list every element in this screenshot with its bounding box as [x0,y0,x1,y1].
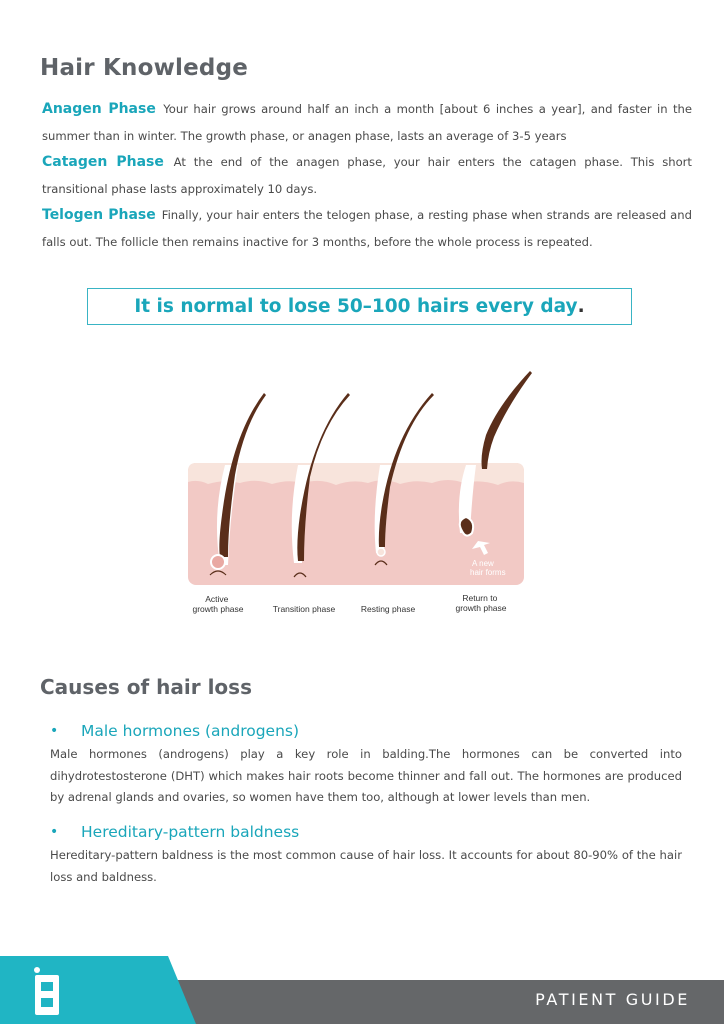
phase-term: Anagen Phase [42,101,156,117]
phase-description: Finally, your hair enters the telogen phase, a resting phase when strands are released and falls out. The follicle then remains inactive for 3 months, before the whole process is repeated. [42,208,692,249]
phase-description: Your hair grows around half an inch a month [about 6 inches a year], and faster in the summer than in winter. The growth phase, or anagen phase, lasts an average of 3-5 years [42,102,693,143]
label-active-growth: Active growth phase [192,594,244,614]
footer-label: PATIENT GUIDE [535,990,690,1009]
cause-title: Male hormones (androgens) [81,722,300,740]
footer-accent [0,956,200,1024]
phase-catagen [42,149,692,202]
phase-list [42,96,692,255]
causes-title: Causes of hair loss [40,675,252,699]
cause-item [50,722,682,809]
bullet-icon: • [50,723,59,739]
label-return-growth: Return to growth phase [455,593,507,613]
cause-text: Hereditary-pattern baldness is the most common cause of hair loss. It accounts for about 80-90% of the hair loss and baldness. [50,848,682,884]
phase-anagen [42,96,692,149]
cause-item [50,823,682,888]
bulb-active [211,555,225,569]
callout-text: It is normal to lose 50–100 hairs every day [134,296,578,317]
cause-text: Male hormones (androgens) play a key role in balding.The hormones can be converted into dihydrotestosterone (DHT) which makes hair roots become thinner and fall out. The hormones are produced by adrenal glands and ovaries, so women have them too, although at lower levels than men. [50,747,682,804]
phase-term: Catagen Phase [42,154,164,170]
bulb-resting [377,548,385,556]
new-hair-note: A new hair forms [470,559,506,577]
label-resting: Resting phase [360,604,416,614]
callout-box [87,288,632,325]
phase-term: Telogen Phase [42,207,156,223]
label-transition: Transition phase [272,604,336,614]
phase-description: At the end of the anagen phase, your hair enters the catagen phase. This short transitional phase lasts approximately 10 days. [42,155,692,196]
phase-telogen [42,202,692,255]
hair-shedding [482,371,533,469]
callout-period: . [577,296,585,317]
hair-cycle-diagram [180,365,540,625]
bullet-icon: • [50,824,59,840]
cause-title: Hereditary-pattern baldness [81,823,300,841]
page-title: Hair Knowledge [40,55,249,81]
